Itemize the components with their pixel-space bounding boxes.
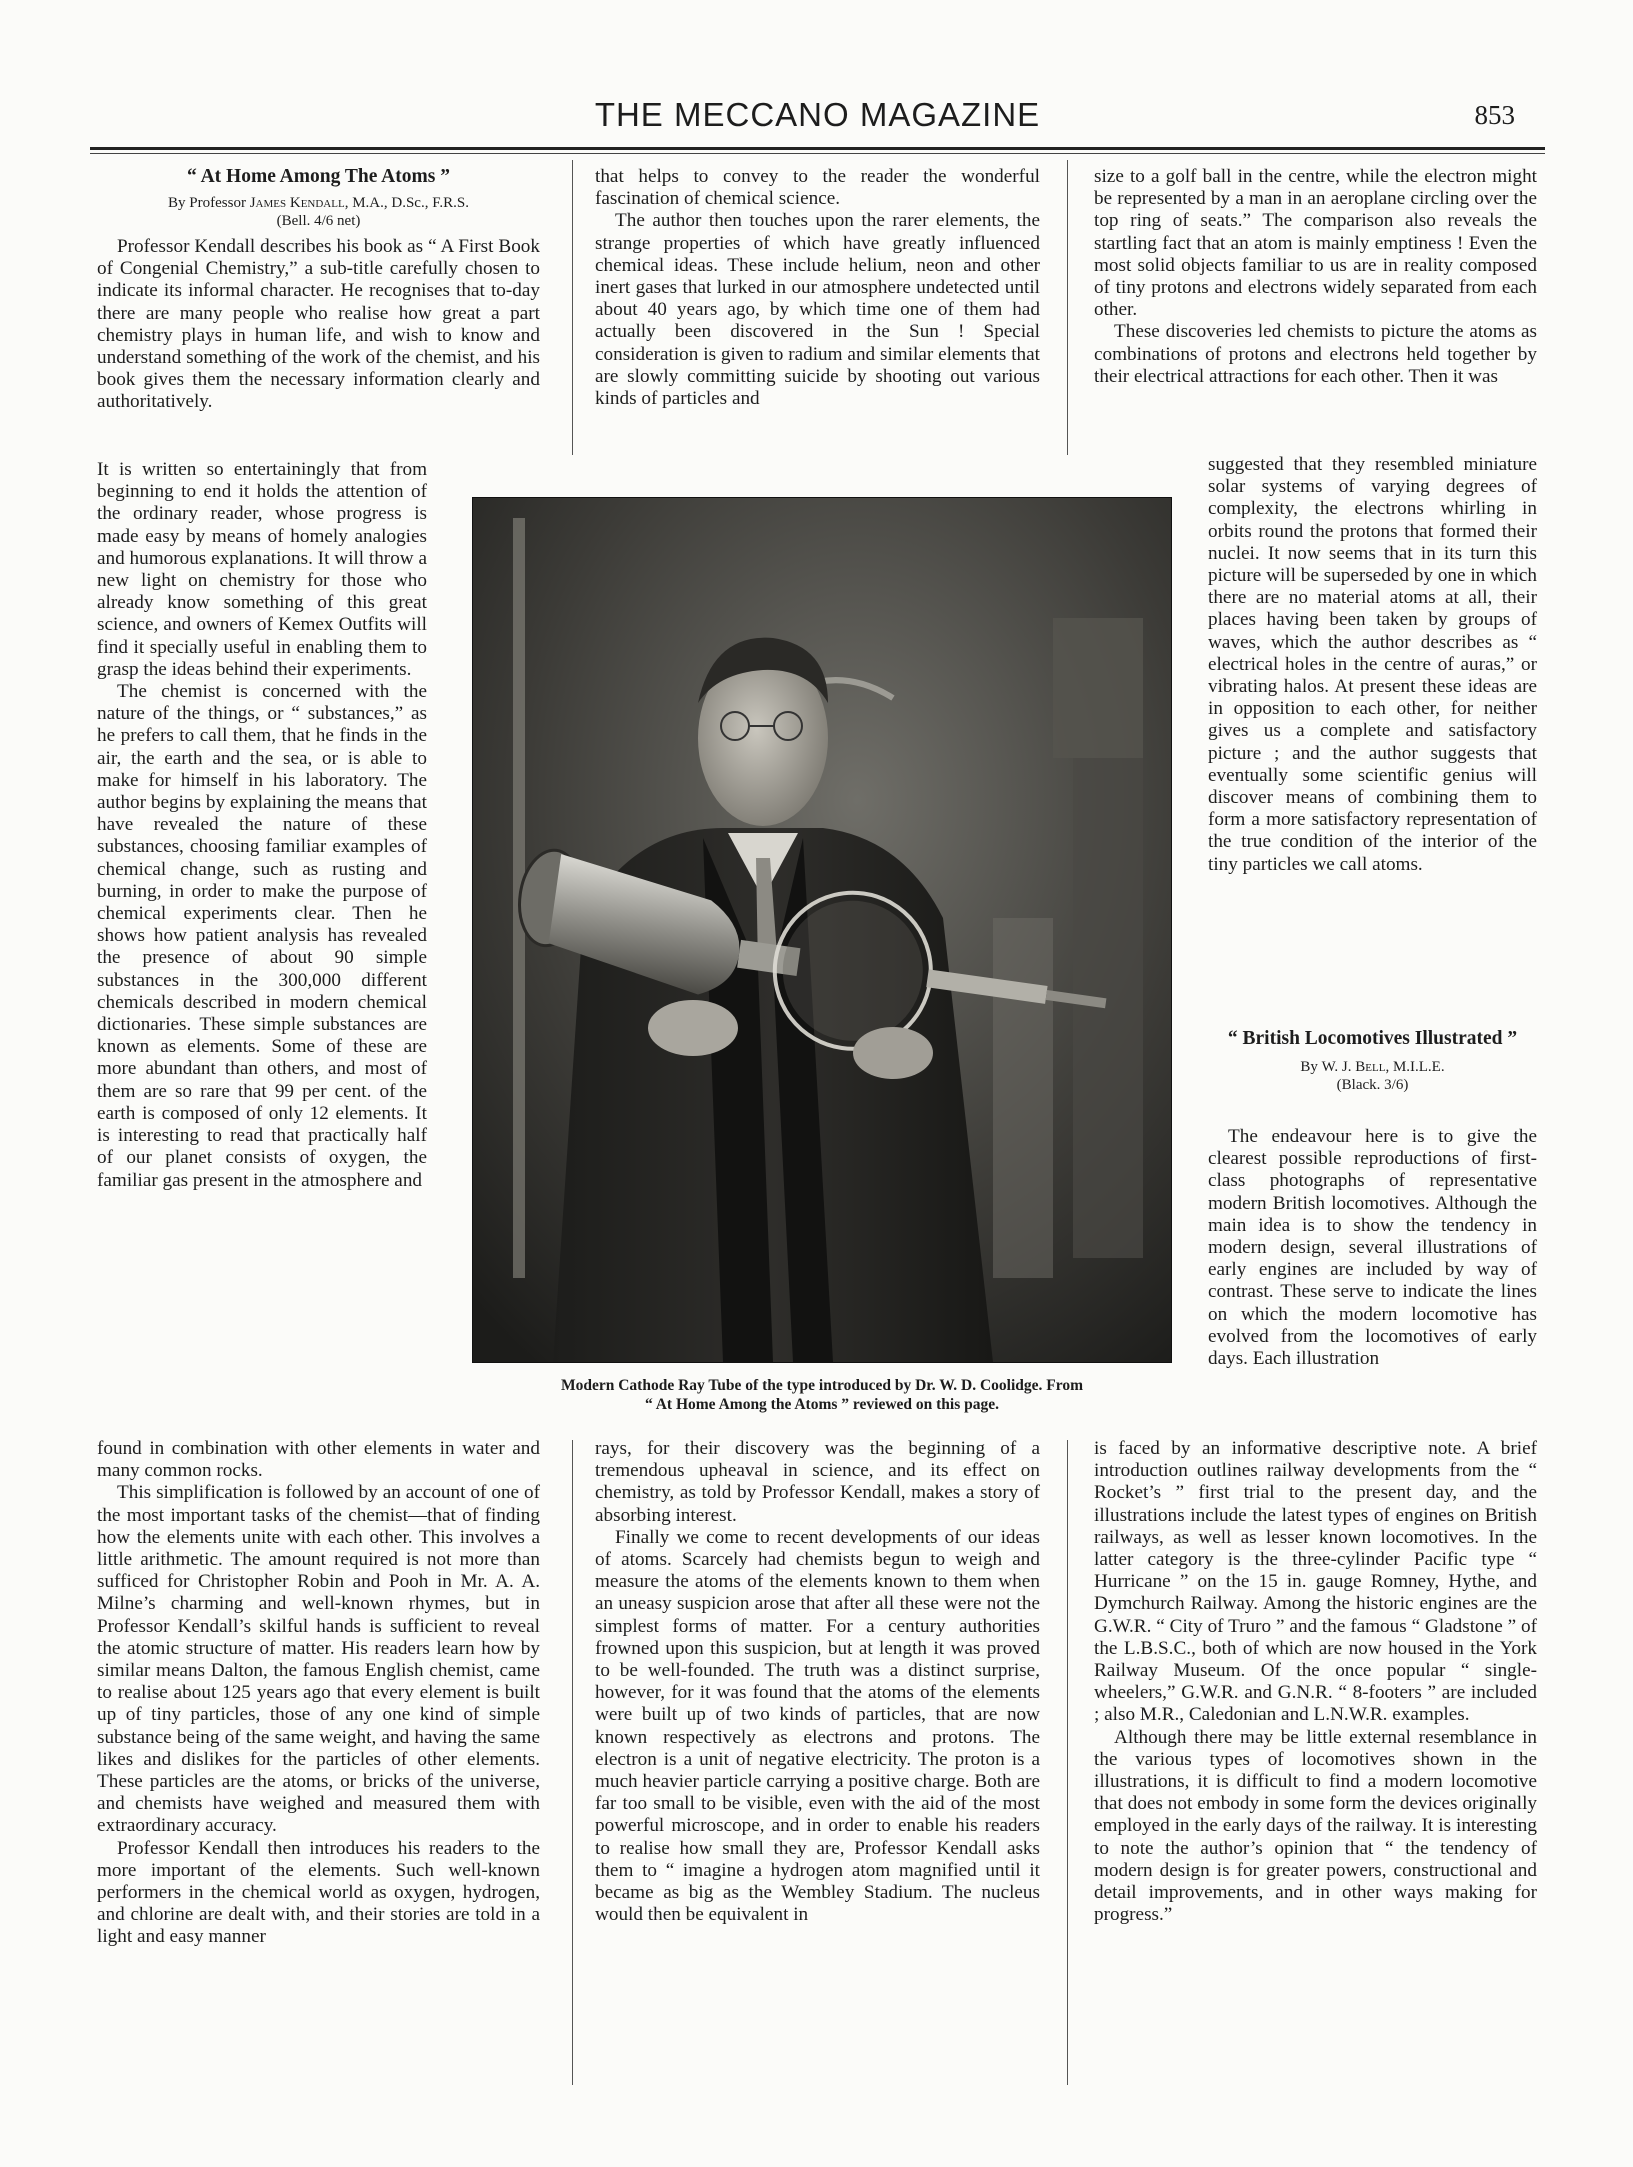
article1-publisher: (Bell. 4/6 net) — [276, 213, 361, 229]
paragraph: Although there may be little external resemblance in the various types of locomotives shown in the illustrations, it is difficult to find a modern locomotive that does not embody in some form the devices originally employed in the early days of the railway. It is interesting to note the author’s opinion that “ the tendency of modern design is for greater powers, constructional and detail improvements, and in other ways making for progress.” — [1094, 1726, 1537, 1926]
paragraph: It is written so entertainingly that from beginning to end it holds the attention of the ordinary reader, whose progress is made easy by means of homely analogies and humorous explanations. It will throw a new light on chemistry for those who already know something of this great science, and owners of Kemex Outfits will find it specially useful in enabling them to grasp the ideas behind their experiments. — [97, 459, 427, 680]
header-rule-thin — [90, 153, 1545, 154]
column-2-bottom — [595, 1438, 1040, 1926]
byline-prefix: By — [1300, 1059, 1318, 1075]
column-divider — [572, 160, 573, 455]
paragraph: Professor Kendall describes his book as “ A First Book of Congenial Chemistry,” a sub-title carefully chosen to indicate its informal character. He recognises that to-day there are many people who realise how great a part chemistry plays in human life, and wish to know and understand something of the work of the chemist, and his book gives them the necessary information clearly and authoritatively. — [97, 236, 540, 413]
photograph — [472, 497, 1172, 1363]
article2-publisher: (Black. 3/6) — [1336, 1077, 1409, 1093]
column-divider — [1067, 1440, 1068, 2085]
article1-headline: “ At Home Among The Atoms ” — [187, 166, 450, 187]
author-credentials: , M.A., D.Sc., F.R.S. — [344, 195, 469, 211]
header-rule — [90, 147, 1545, 150]
paragraph: These discoveries led chemists to picture the atoms as combinations of protons and electrons held together by their electrical attractions for each other. Then it was — [1094, 321, 1537, 387]
column-2-top — [595, 166, 1040, 410]
caption-line-2: “ At Home Among the Atoms ” reviewed on this page. — [644, 1396, 1000, 1413]
author-name: W. J. Bell — [1321, 1059, 1386, 1075]
article1-heading-block — [97, 165, 540, 230]
column-3-top — [1094, 166, 1537, 388]
article2-byline — [1208, 1058, 1537, 1076]
paragraph: rays, for their discovery was the beginning of a tremendous upheaval in science, and its effect on chemistry, as told by Professor Kendall, makes a story of absorbing interest. — [595, 1438, 1040, 1526]
paragraph: suggested that they resembled miniature solar systems of varying degrees of complexity, the electrons whirling in orbits round the protons that formed their nuclei. It now seems that in its turn this picture will be superseded by one in which there are no material atoms at all, their places having been taken by groups of waves, which the author describes as “ electrical holes in the centre of auras,” or vibrating halos. At present these ideas are in opposition to each other, for neither gives us a complete and satisfactory picture ; and the author suggests that eventually some scientific genius will discover means of combining them to form a more satisfactory representation of the true condition of the interior of the tiny particles we call atoms. — [1208, 454, 1537, 875]
article1-byline — [97, 194, 540, 212]
column-divider — [572, 1440, 573, 2085]
column-1-narrow — [97, 459, 427, 1192]
paragraph: is faced by an informative descriptive note. A brief introduction outlines railway developments from the “ Rocket’s ” first trial to the present day, and the illustrations include the latest types of engines on British railways, as well as lesser known locomotives. In the latter category is the three-cylinder Pacific type “ Hurricane ” on the 15 in. gauge Romney, Hythe, and Dymchurch Railway. Among the historic engines are the G.W.R. “ City of Truro ” and the famous “ Gladstone ” of the L.B.S.C., both of which are now housed in the York Railway Museum. Of the once popular “ single-wheelers,” G.W.R. and G.N.R. “ 8-footers ” are included ; also M.R., Caledonian and L.N.W.R. examples. — [1094, 1438, 1537, 1726]
paragraph: This simplification is followed by an account of one of the most important tasks of the chemist—that of finding how the elements unite with each other. This involves a little arithmetic. The amount required is not more than sufficed for Christopher Robin and Pooh in Mr. A. A. Milne’s charming and well-known rhymes, but in Professor Kendall’s skilful hands is sufficient to reveal the atomic structure of matter. His readers learn how by similar means Dalton, the famous English chemist, came to realise about 125 years ago that every element is built up of tiny particles, those of any one kind of simple substance being of the same weight, and having the same likes and dislikes for the particles of other elements. These particles are the atoms, or bricks of the universe, and chemists have weighed and measured them with extraordinary accuracy. — [97, 1482, 540, 1837]
byline-prefix: By Professor — [168, 195, 246, 211]
article2-heading-block — [1208, 1027, 1537, 1094]
paragraph: Professor Kendall then introduces his readers to the more important of the elements. Such well-known performers in the chemical world as oxygen, hydrogen, and chlorine are dealt with, and their stories are told in a light and easy manner — [97, 1837, 540, 1948]
column-3-narrow-b — [1208, 1126, 1537, 1370]
author-credentials: , M.I.L.E. — [1385, 1059, 1445, 1075]
paragraph: The author then touches upon the rarer elements, the strange properties of which have greatly influenced chemical ideas. These include helium, neon and other inert gases that lurked in our atmosphere undetected until about 40 years ago, by which time one of them had actually been discovered in the Sun ! Special consideration is given to radium and similar elements that are slowly committing suicide by shooting out various kinds of particles and — [595, 210, 1040, 410]
paragraph: The chemist is concerned with the nature of the things, or “ substances,” as he prefers to call them, that he finds in the air, the earth and the sea, or is able to make for himself in his laboratory. The author begins by explaining the means that have revealed the nature of these substances, choosing familiar examples of chemical change, such as rusting and burning, in order to make the purpose of chemical experiments clear. Then he shows how patient analysis has revealed the presence of about 90 simple substances in the 300,000 different chemicals described in modern chemical dictionaries. These simple substances are known as elements. Some of these are more abundant than others, and most of them are so rare that 99 per cent. of the earth is composed of only 12 elements. It is interesting to read that practically half of our planet consists of oxygen, the familiar gas present in the atmosphere and — [97, 681, 427, 1191]
paragraph: Finally we come to recent developments of our ideas of atoms. Scarcely had chemists begun to weigh and measure the atoms of the elements known to them when an uneasy suspicion arose that after all these were not the simplest forms of matter. For a century authorities frowned upon this suspicion, but at length it was proved to be well-founded. The truth was a distinct surprise, however, for it was found that the atoms of the elements were built up of two kinds of particles, that are now known respectively as electrons and protons. The electron is a unit of negative electricity. The proton is a much heavier particle carrying a positive charge. Both are far too small to be visible, even with the aid of the most powerful microscope, and in order to enable his readers to realise how small they are, Professor Kendall asks them to “ imagine a hydrogen atom magnified until it became as big as the Wembley Stadium. The nucleus would then be equivalent in — [595, 1526, 1040, 1926]
paragraph: that helps to convey to the reader the wonderful fascination of chemical science. — [595, 166, 1040, 210]
article2-headline: “ British Locomotives Illustrated ” — [1227, 1028, 1518, 1049]
masthead — [90, 96, 1545, 142]
photo-caption — [462, 1376, 1182, 1414]
magazine-title: THE MECCANO MAGAZINE — [594, 96, 1041, 133]
column-3-bottom — [1094, 1438, 1537, 1926]
page-number: 853 — [1474, 100, 1515, 130]
paragraph: size to a golf ball in the centre, while the electron might be represented by a man in an aeroplane circling over the top ring of seats.” The comparison also reveals the startling fact that an atom is mainly emptiness ! Even the most solid objects familiar to us are in reality composed of tiny protons and electrons widely separated from each other. — [1094, 166, 1537, 321]
column-1-top — [97, 236, 540, 414]
column-1-bottom — [97, 1438, 540, 1949]
column-3-narrow-a — [1208, 454, 1537, 876]
column-divider — [1067, 160, 1068, 455]
caption-line-1: Modern Cathode Ray Tube of the type introduced by Dr. W. D. Coolidge. From — [560, 1377, 1084, 1394]
photo-illustration — [473, 498, 1171, 1362]
paragraph: found in combination with other elements in water and many common rocks. — [97, 1438, 540, 1482]
author-name: James Kendall — [249, 195, 345, 211]
paragraph: The endeavour here is to give the clearest possible reproductions of first-class photographs of representative modern British locomotives. Although the main idea is to show the tendency in modern design, several illustrations of early engines are included by way of contrast. These serve to indicate the lines on which the modern locomotive has evolved from the locomotives of early days. Each illustration — [1208, 1126, 1537, 1370]
